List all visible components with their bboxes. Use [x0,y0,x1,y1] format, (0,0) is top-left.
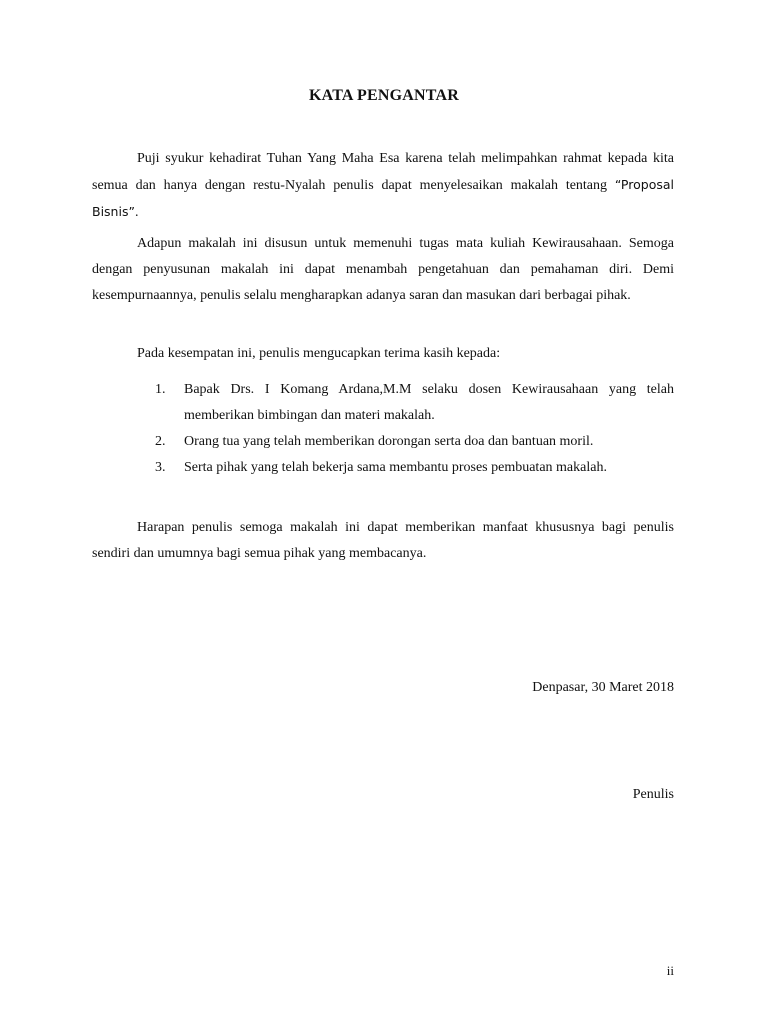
list-item [137,377,674,429]
list-item-number: 2. [155,434,166,449]
paragraph-opening-text: Puji syukur kehadirat Tuhan Yang Maha Esa karena telah melimpahkan rahmat kepada kita semua dan hanya dengan restu-Nyalah penulis dapat menyelesaikan makalah tentang [92,151,674,193]
list-item [137,429,674,455]
author-signature: Penulis [632,787,674,802]
list-item-text: Bapak Drs. I Komang Ardana,M.M selaku dosen Kewirausahaan yang telah memberikan bimbingan dan materi makalah. [184,382,674,423]
place-date: Denpasar, 30 Maret 2018 [532,680,674,695]
page-number: ii [666,963,674,978]
page-title: KATA PENGANTAR [309,87,459,104]
paragraph-opening [92,146,674,226]
proposal-title-quote: “Proposal Bisnis” [92,177,674,219]
list-item-number: 1. [155,382,166,397]
list-item [137,455,674,481]
paragraph-thanks-intro: Pada kesempatan ini, penulis mengucapkan terima kasih kepada: [137,346,501,361]
paragraph-purpose: Adapun makalah ini disusun untuk memenuhi tugas mata kuliah Kewirausahaan. Semoga dengan penyusunan makalah ini dapat menambah pengetahuan dan pemahaman diri. Demi kesempurnaannya, penulis selalu mengharapkan adanya saran dan masukan dari berbagai pihak. [92,236,674,303]
paragraph-opening-end: . [134,205,139,220]
list-item-number: 3. [155,460,166,475]
paragraph-closing: Harapan penulis semoga makalah ini dapat memberikan manfaat khususnya bagi penulis sendiri dan umumnya bagi semua pihak yang membacanya. [92,520,674,561]
list-item-text: Serta pihak yang telah bekerja sama membantu proses pembuatan makalah. [184,460,607,475]
list-item-text: Orang tua yang telah memberikan dorongan serta doa dan bantuan moril. [184,434,594,449]
thanks-list [137,377,674,481]
